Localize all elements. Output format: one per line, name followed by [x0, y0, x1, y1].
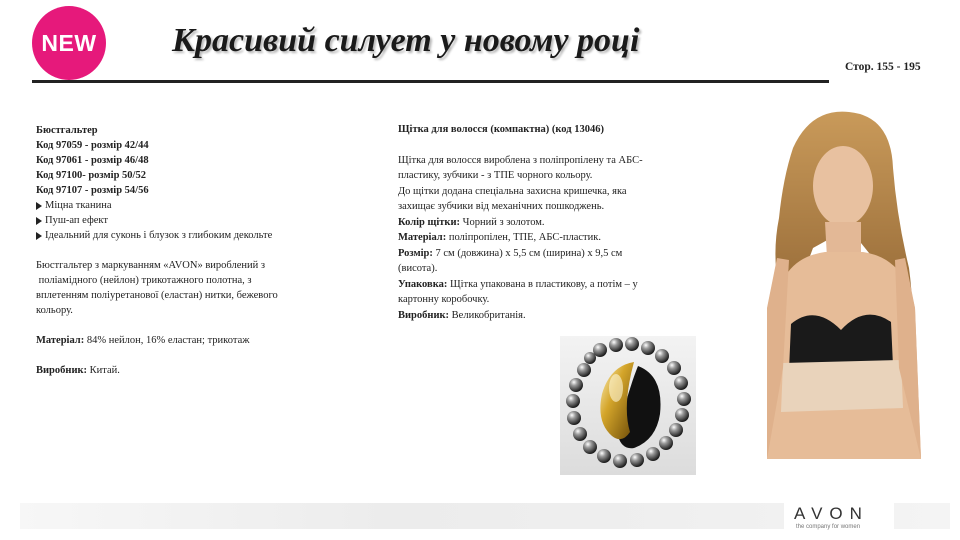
bra-maker [36, 363, 356, 378]
size-value: 7 см (довжина) х 5,5 см (ширина) х 9,5 см [432, 247, 623, 259]
color-label: Колір щітки: [398, 216, 461, 228]
title-underline [32, 80, 829, 83]
page-range: Стор. 155 - 195 [845, 61, 921, 73]
brush-size-cont: (висота). [398, 263, 438, 274]
brush-text-line: Щітка для волосся вироблена з поліпропілену та АБС- [398, 154, 643, 166]
bullet-text: Ідеальний для суконь і блузок з глибоким декольте [45, 230, 273, 241]
brush-maker [398, 308, 728, 324]
bullet-text: Пуш-ап ефект [45, 215, 108, 226]
bullet-item [36, 198, 356, 213]
maker-label: Виробник: [398, 309, 450, 321]
brush-text-line: До щітки додана спеціальна захисна кришечка, яка [398, 185, 627, 197]
maker-value: Великобританія. [449, 309, 526, 321]
bra-code: Код 97100- розмір 50/52 [36, 170, 146, 181]
brush-description [398, 122, 728, 323]
bra-code: Код 97107 - розмір 54/56 [36, 185, 149, 196]
bra-heading: Бюстгальтер [36, 125, 98, 136]
arrow-bullet-icon [36, 232, 42, 240]
bra-description [36, 123, 356, 378]
arrow-bullet-icon [36, 202, 42, 210]
bullet-text: Міцна тканина [45, 200, 112, 211]
maker-label: Виробник: [36, 365, 88, 376]
model-photo [753, 108, 929, 459]
bra-code: Код 97061 - розмір 46/48 [36, 155, 149, 166]
avon-tagline: the company for women [796, 524, 861, 530]
brush-color [398, 215, 728, 231]
bra-code: Код 97059 - розмір 42/44 [36, 140, 149, 151]
pack-label: Упаковка: [398, 278, 448, 290]
material-value: 84% нейлон, 16% еластан; трикотаж [84, 335, 250, 346]
bullet-item [36, 228, 356, 243]
page-title: Красивий силует у новому році [172, 22, 640, 59]
bra-material [36, 333, 356, 348]
avon-logo: AVON [794, 504, 869, 523]
brush-packaging [398, 277, 728, 293]
brush-heading: Щітка для волосся (компактна) (код 13046) [398, 124, 604, 135]
material-label: Матеріал: [36, 335, 85, 346]
brush-material [398, 230, 728, 246]
bra-text-line: Бюстгальтер з маркуванням «AVON» вироблений з [36, 260, 266, 271]
hairbrush-photo [560, 336, 696, 475]
maker-value: Китай. [87, 365, 120, 376]
material-value: поліпропілен, ТПЕ, АБС-пластик. [446, 232, 601, 243]
pack-value: Щітка упакована в пластикову, а потім – у [447, 278, 638, 290]
color-value: Чорний з золотом. [460, 216, 545, 228]
new-badge: NEW [32, 6, 106, 80]
bra-text-line: вплетенням поліуретанової (еластан) нитки, бежевого [36, 290, 278, 301]
brush-size [398, 246, 728, 262]
arrow-bullet-icon [36, 217, 42, 225]
brush-text-line: пластику, зубчики - з ТПЕ чорного кольору. [398, 170, 593, 181]
brush-packaging-cont: картонну коробочку. [398, 294, 490, 305]
material-label: Матеріал: [398, 232, 447, 243]
size-label: Розмір: [398, 247, 433, 259]
bra-text-line: поліамідного (нейлон) трикотажного полотна, з [36, 275, 252, 286]
bullet-item [36, 213, 356, 228]
bra-text-line: кольору. [36, 305, 73, 316]
brush-text-line: захищає зубчики від механічних пошкоджень. [398, 201, 605, 212]
